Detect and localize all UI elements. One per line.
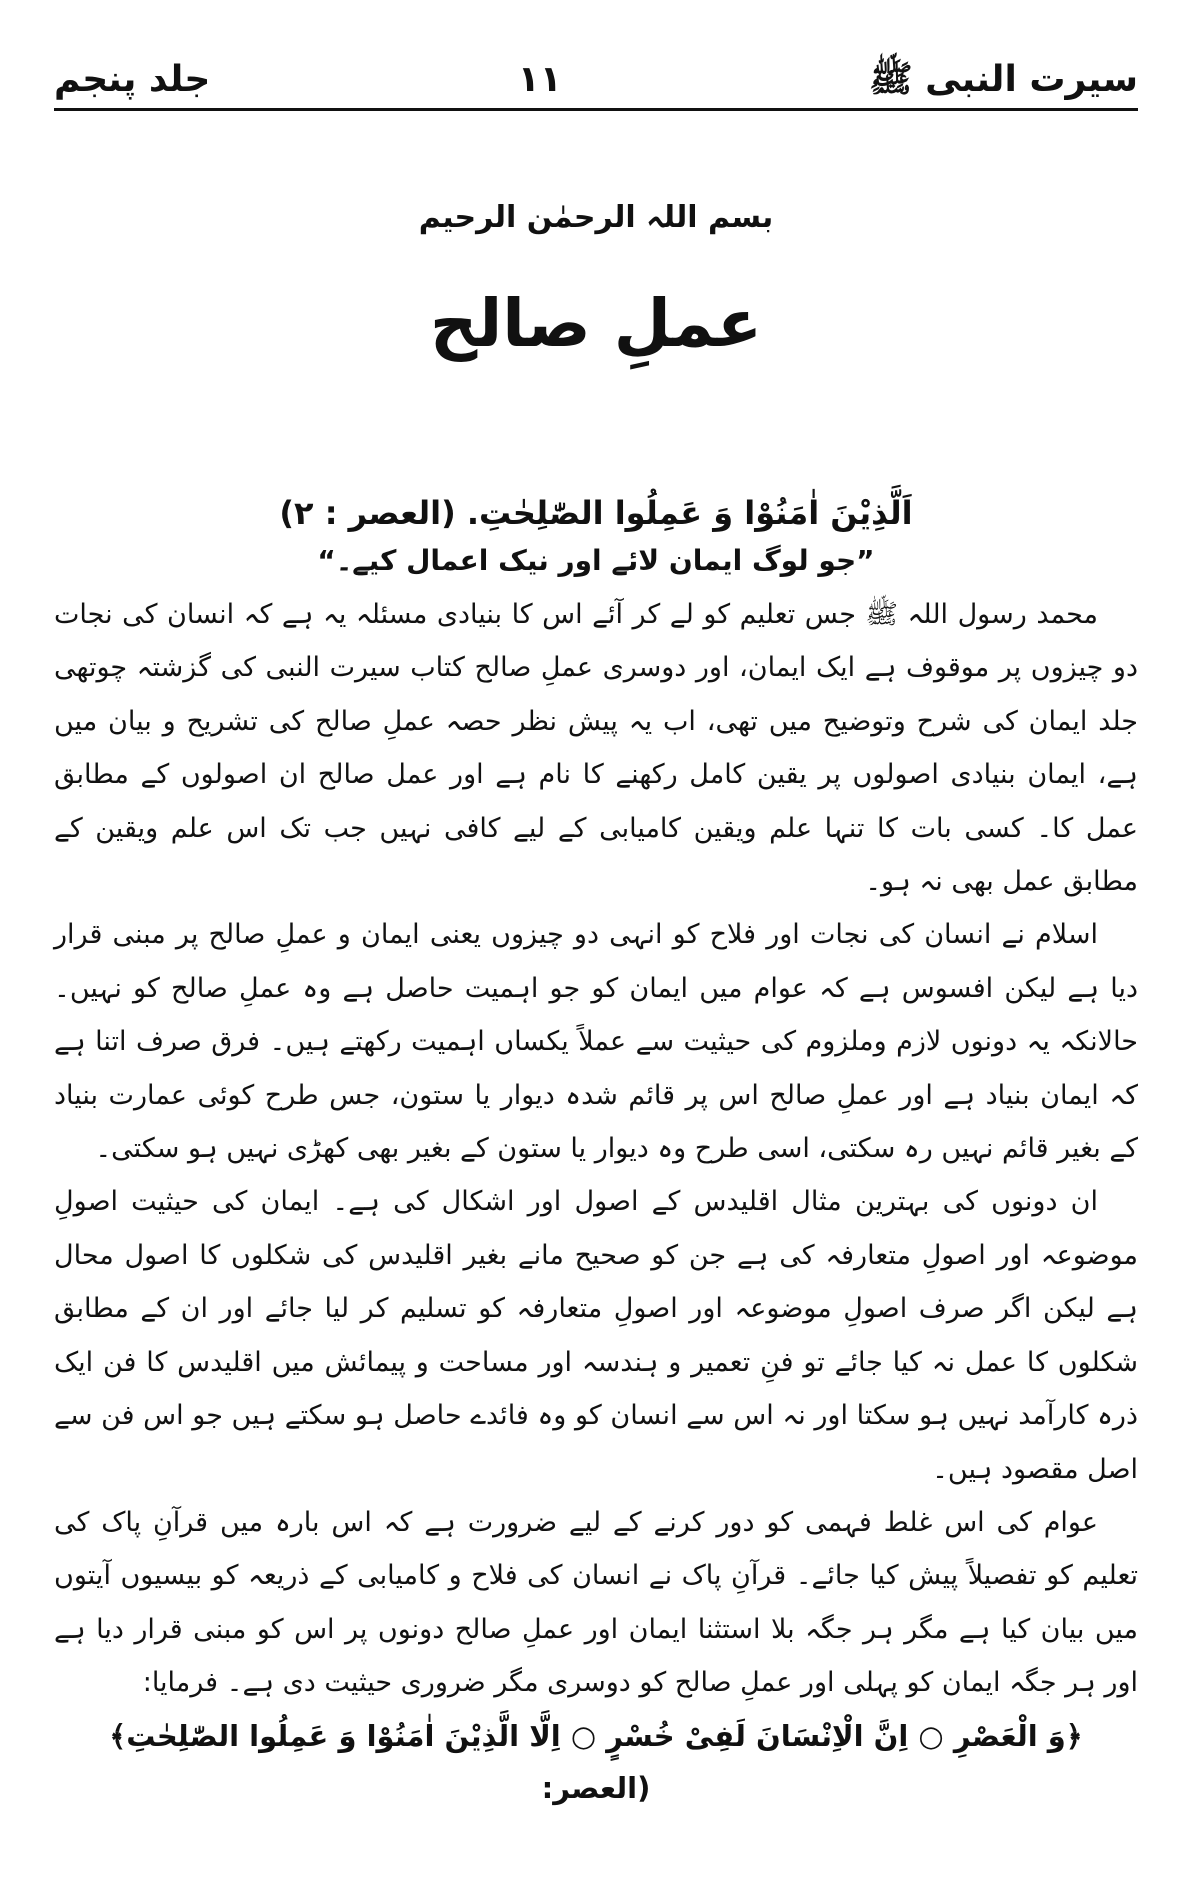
epigraph-translation: ”جو لوگ ایمان لائے اور نیک اعمال کیے۔“ <box>317 544 875 577</box>
paragraph: محمد رسول اللہ ﷺ جس تعلیم کو لے کر آئے اس کا بنیادی مسئلہ یہ ہے کہ انسان کی نجات دو چیزوں پر موقوف ہے ایک ایمان، اور دوسری عملِ صالح کتاب سیرت النبی کی گزشتہ چوتھی جلد ایمان کی شرح وتوضیح میں تھی، اب یہ پیش نظر حصہ عملِ صالح کی تشریح و بیان میں ہے، ایمان بنیادی اصولوں پر یقین کامل رکھنے کا نام ہے اور عمل صالح ان اصولوں کے مطابق عمل کا۔ کسی بات کا تنہا علم ویقین کامیابی کے لیے کافی نہیں جب تک اس علم ویقین کے مطابق عمل بھی نہ ہو۔ <box>54 599 1138 898</box>
paragraph: عوام کی اس غلط فہمی کو دور کرنے کے لیے ضرورت ہے کہ اس بارہ میں قرآنِ پاک کی تعلیم کو تفصیلاً پیش کیا جائے۔ قرآنِ پاک نے انسان کی فلاح و کامیابی کے ذریعہ کو بیسیوں آیتوں میں بیان کیا ہے مگر ہر جگہ بلا استثنا ایمان اور عملِ صالح دونوں پر اس کو مبنی قرار دیا ہے اور ہر جگہ ایمان کو پہلی اور عملِ صالح کو دوسری مگر ضروری حیثیت دی ہے۔ فرمایا: <box>54 1506 1138 1699</box>
bismillah: بسم اللہ الرحمٰن الرحیم <box>418 200 774 235</box>
header-rule <box>54 108 1138 111</box>
body-text <box>54 488 1138 1814</box>
chapter-title: عملِ صالح <box>429 285 763 362</box>
closing-verse: ﴿وَ الْعَصْرِ ○ اِنَّ الْاِنْسَانَ لَفِیْ خُسْرٍ ○ اِلَّا الَّذِیْنَ اٰمَنُوْا وَ عَمِلُوا الصّٰلِحٰتِ﴾ (العصر: <box>109 1718 1083 1805</box>
book-title: سیرت النبی ﷺ <box>869 59 1138 101</box>
paragraph: ان دونوں کی بہترین مثال اقلیدس کے اصول اور اشکال کی ہے۔ ایمان کی حیثیت اصولِ موضوعہ اور اصولِ متعارفہ کی ہے جن کو صحیح مانے بغیر اقلیدس کی شکلوں کا اصول محال ہے لیکن اگر صرف اصولِ موضوعہ اور اصولِ متعارفہ کو تسلیم کر لیا جائے اور ان کے مطابق شکلوں کا عمل نہ کیا جائے تو فنِ تعمیر و ہندسہ اور مساحت و پیمائش میں اقلیدس کا فن ایک ذرہ کارآمد نہیں ہو سکتا اور نہ اس سے انسان کو وہ فائدے حاصل ہو سکتے ہیں جو اس فن سے اصل مقصود ہیں۔ <box>54 1186 1138 1485</box>
running-header <box>54 30 1138 100</box>
page-number: ۱۱ <box>517 59 562 101</box>
epigraph-verse: اَلَّذِیْنَ اٰمَنُوْا وَ عَمِلُوا الصّٰلِحٰتِ. (العصر : ۲) <box>279 494 913 532</box>
paragraph: اسلام نے انسان کی نجات اور فلاح کو انہی دو چیزوں یعنی ایمان و عملِ صالح پر مبنی قرار دیا ہے لیکن افسوس ہے کہ عوام میں ایمان کو جو اہمیت حاصل ہے وہ عملِ صالح کو نہیں۔ حالانکہ یہ دونوں لازم وملزوم کی حیثیت سے عملاً یکساں اہمیت رکھتے ہیں۔ فرق صرف اتنا ہے کہ ایمان بنیاد ہے اور عملِ صالح اس پر قائم شدہ دیوار یا ستون، جس طرح کوئی عمارت بنیاد کے بغیر قائم نہیں رہ سکتی، اسی طرح وہ دیوار یا ستون کے بغیر بھی کھڑی نہیں ہو سکتی۔ <box>54 919 1138 1165</box>
volume-label: جلد پنجم <box>54 59 211 101</box>
